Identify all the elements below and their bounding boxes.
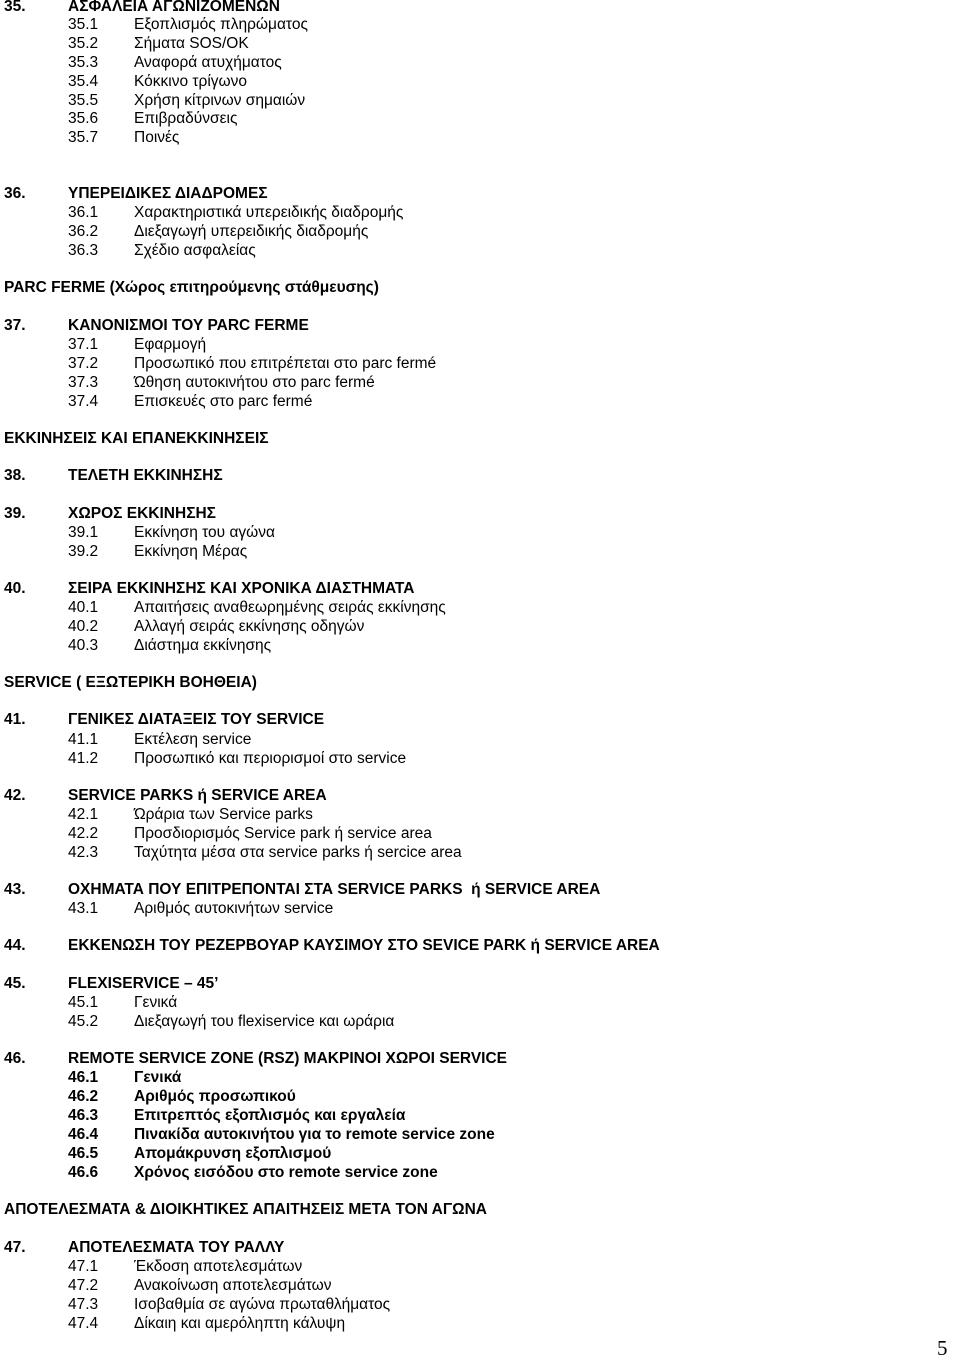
item-number: 43.1	[68, 900, 99, 917]
section-number: 39.	[4, 505, 26, 522]
list-item	[0, 241, 940, 260]
list-item	[0, 1144, 940, 1163]
list-item	[0, 222, 940, 241]
item-number: 35.4	[68, 73, 99, 90]
item-text: Ποινές	[134, 129, 180, 146]
part-heading-results	[0, 1200, 940, 1219]
item-number: 47.3	[68, 1296, 99, 1313]
section-number: 43.	[4, 881, 26, 898]
item-number: 37.1	[68, 336, 99, 353]
part-heading-text: PARC FERME (Χώρος επιτηρούμενης στάθμευσης)	[4, 279, 379, 296]
item-number: 47.1	[68, 1258, 99, 1275]
list-item	[0, 1163, 940, 1182]
section-title: ΑΣΦΑΛΕΙΑ ΑΓΩΝΙΖΟΜΕΝΩΝ	[68, 0, 280, 15]
item-text: Εφαρμογή	[134, 336, 207, 353]
section-number: 40.	[4, 580, 26, 597]
item-number: 46.5	[68, 1145, 99, 1162]
item-text: Γενικά	[134, 994, 178, 1011]
section-42-heading	[0, 786, 940, 805]
item-text: Προσωπικό και περιορισμοί στο service	[134, 750, 407, 767]
item-number: 40.1	[68, 599, 99, 616]
item-text: Εκκίνηση του αγώνα	[134, 524, 275, 541]
item-text: Δίκαιη και αμερόληπτη κάλυψη	[134, 1315, 346, 1332]
section-35-heading	[0, 0, 940, 16]
list-item	[0, 1257, 940, 1276]
list-item	[0, 824, 940, 843]
part-heading-text: ΑΠΟΤΕΛΕΣΜΑΤΑ & ΔΙΟΙΚΗΤΙΚΕΣ ΑΠΑΙΤΗΣΕΙΣ ΜΕΤΑ ΤΟΝ ΑΓΩΝΑ	[4, 1201, 487, 1218]
item-number: 39.1	[68, 524, 99, 541]
list-item	[0, 91, 940, 110]
section-47-heading	[0, 1238, 940, 1257]
list-item	[0, 1087, 940, 1106]
item-text: Ταχύτητα μέσα στα service parks ή sercice area	[134, 844, 462, 861]
part-heading-parc-ferme	[0, 278, 940, 297]
list-item	[0, 1276, 940, 1295]
item-text: Ώράρια των Service parks	[134, 806, 313, 823]
section-title: ΤΕΛΕΤΗ ΕΚΚΙΝΗΣΗΣ	[68, 467, 223, 484]
section-number: 36.	[4, 185, 26, 202]
section-37-heading	[0, 316, 940, 335]
list-item	[0, 203, 940, 222]
list-item	[0, 1125, 940, 1144]
page-number: 5	[937, 1336, 948, 1360]
item-text: Επιβραδύνσεις	[134, 110, 238, 127]
item-number: 35.7	[68, 129, 99, 146]
item-number: 47.4	[68, 1315, 99, 1332]
section-43-heading	[0, 880, 940, 899]
list-item	[0, 1068, 940, 1087]
item-text: Πινακίδα αυτοκινήτου για το remote service zone	[134, 1126, 495, 1143]
item-text: Ανακοίνωση αποτελεσμάτων	[134, 1277, 332, 1294]
list-item	[0, 354, 940, 373]
part-heading-starts	[0, 429, 940, 448]
section-number: 42.	[4, 787, 26, 804]
item-number: 41.1	[68, 731, 99, 748]
section-39-heading	[0, 504, 940, 523]
item-text: Χρόνος εισόδου στο remote service zone	[134, 1164, 438, 1181]
item-number: 46.6	[68, 1164, 99, 1181]
item-text: Εκκίνηση Μέρας	[134, 543, 248, 560]
item-number: 35.2	[68, 35, 99, 52]
list-item	[0, 392, 940, 411]
item-text: Προσδιορισμός Service park ή service area	[134, 825, 432, 842]
item-text: Αριθμός αυτοκινήτων service	[134, 900, 334, 917]
item-text: Εκτέλεση service	[134, 731, 252, 748]
part-heading-service	[0, 673, 940, 692]
item-text: Προσωπικό που επιτρέπεται στο parc fermé	[134, 355, 437, 372]
list-item	[0, 1314, 940, 1333]
list-item	[0, 749, 940, 768]
list-item	[0, 617, 940, 636]
item-text: Γενικά	[134, 1069, 182, 1086]
list-item	[0, 72, 940, 91]
item-number: 47.2	[68, 1277, 99, 1294]
section-number: 38.	[4, 467, 26, 484]
list-item	[0, 805, 940, 824]
section-number: 41.	[4, 711, 26, 728]
item-number: 42.1	[68, 806, 99, 823]
section-number: 45.	[4, 975, 26, 992]
section-title: ΥΠΕΡΕΙΔΙΚΕΣ ΔΙΑΔΡΟΜΕΣ	[68, 185, 268, 202]
item-number: 37.4	[68, 393, 99, 410]
section-title: SERVICE PARKS ή SERVICE AREA	[68, 787, 327, 804]
item-text: Αναφορά ατυχήματος	[134, 54, 282, 71]
section-title: ΕΚΚΕΝΩΣΗ ΤΟΥ ΡΕΖΕΡΒΟΥΑΡ ΚΑΥΣΙΜΟΥ ΣΤΟ SEVICE PARK ή SERVICE AREA	[68, 937, 660, 954]
list-item	[0, 1012, 940, 1031]
list-item	[0, 373, 940, 392]
section-40-heading	[0, 579, 940, 598]
section-title: ΣΕΙΡΑ ΕΚΚΙΝΗΣΗΣ ΚΑΙ ΧΡΟΝΙΚΑ ΔΙΑΣΤΗΜΑΤΑ	[68, 580, 415, 597]
item-text: Σήματα SOS/OK	[134, 35, 249, 52]
item-number: 35.5	[68, 92, 99, 109]
item-number: 46.3	[68, 1107, 99, 1124]
section-number: 47.	[4, 1239, 26, 1256]
item-number: 45.1	[68, 994, 99, 1011]
item-number: 46.4	[68, 1126, 99, 1143]
list-item	[0, 843, 940, 862]
item-text: Έκδοση αποτελεσμάτων	[134, 1258, 303, 1275]
list-item	[0, 34, 940, 53]
list-item	[0, 1106, 940, 1125]
list-item	[0, 542, 940, 561]
section-title: ΟΧΗΜΑΤΑ ΠΟΥ ΕΠΙΤΡΕΠΟΝΤΑΙ ΣΤΑ SERVICE PARKS ή SERVICE AREA	[68, 881, 601, 898]
section-title: REMOTE SERVICE ZONE (RSZ) ΜΑΚΡΙΝΟΙ ΧΩΡΟΙ SERVICE	[68, 1050, 508, 1067]
item-text: Χαρακτηριστικά υπερειδικής διαδρομής	[134, 204, 404, 221]
section-41-heading	[0, 710, 940, 729]
item-text: Επισκευές στο parc fermé	[134, 393, 313, 410]
item-number: 46.1	[68, 1069, 99, 1086]
item-text: Ώθηση αυτοκινήτου στο parc fermé	[134, 374, 375, 391]
item-text: Απαιτήσεις αναθεωρημένης σειράς εκκίνησης	[134, 599, 446, 616]
item-text: Αριθμός προσωπικού	[134, 1088, 296, 1105]
item-text: Αλλαγή σειράς εκκίνησης οδηγών	[134, 618, 365, 635]
section-45-heading	[0, 974, 940, 993]
item-text: Σχέδιο ασφαλείας	[134, 242, 256, 259]
item-number: 46.2	[68, 1088, 99, 1105]
list-item	[0, 598, 940, 617]
section-title: ΓΕΝΙΚΕΣ ΔΙΑΤΑΞΕΙΣ ΤΟΥ SERVICE	[68, 711, 325, 728]
item-number: 36.1	[68, 204, 99, 221]
list-item	[0, 1295, 940, 1314]
section-number: 37.	[4, 317, 26, 334]
item-number: 40.3	[68, 637, 99, 654]
section-title: ΧΩΡΟΣ ΕΚΚΙΝΗΣΗΣ	[68, 505, 216, 522]
section-title: FLEXISERVICE – 45’	[68, 975, 219, 992]
list-item	[0, 993, 940, 1012]
list-item	[0, 53, 940, 72]
part-heading-text: ΕΚΚΙΝΗΣΕΙΣ ΚΑΙ ΕΠΑΝΕΚΚΙΝΗΣΕΙΣ	[4, 430, 269, 447]
item-number: 40.2	[68, 618, 99, 635]
item-number: 41.2	[68, 750, 99, 767]
item-text: Εξοπλισμός πληρώματος	[134, 16, 308, 33]
section-38-heading	[0, 466, 940, 485]
section-number: 35.	[4, 0, 26, 15]
section-46-heading	[0, 1049, 940, 1068]
part-heading-text: SERVICE ( ΕΞΩΤΕΡΙΚΗ ΒΟΗΘΕΙΑ)	[4, 674, 257, 691]
list-item	[0, 636, 940, 655]
item-number: 45.2	[68, 1013, 99, 1030]
section-title: ΚΑΝΟΝΙΣΜΟΙ ΤΟΥ PARC FERME	[68, 317, 309, 334]
list-item	[0, 523, 940, 542]
item-text: Απομάκρυνση εξοπλισμού	[134, 1145, 332, 1162]
item-number: 36.2	[68, 223, 99, 240]
section-number: 44.	[4, 937, 26, 954]
item-number: 42.3	[68, 844, 99, 861]
item-text: Διάστημα εκκίνησης	[134, 637, 272, 654]
item-text: Χρήση κίτρινων σημαιών	[134, 92, 306, 109]
item-number: 39.2	[68, 543, 99, 560]
item-text: Διεξαγωγή του flexiservice και ωράρια	[134, 1013, 395, 1030]
list-item	[0, 730, 940, 749]
item-number: 35.1	[68, 16, 99, 33]
item-number: 37.3	[68, 374, 99, 391]
item-text: Κόκκινο τρίγωνο	[134, 73, 247, 90]
item-number: 36.3	[68, 242, 99, 259]
section-title: ΑΠΟΤΕΛΕΣΜΑΤΑ ΤΟΥ ΡΑΛΛΥ	[68, 1239, 285, 1256]
item-number: 35.3	[68, 54, 99, 71]
item-number: 35.6	[68, 110, 99, 127]
item-text: Επιτρεπτός εξοπλισμός και εργαλεία	[134, 1107, 406, 1124]
section-number: 46.	[4, 1050, 26, 1067]
list-item	[0, 128, 940, 147]
list-item	[0, 335, 940, 354]
section-44-heading	[0, 936, 940, 955]
list-item	[0, 899, 940, 918]
item-number: 37.2	[68, 355, 99, 372]
item-text: Διεξαγωγή υπερειδικής διαδρομής	[134, 223, 369, 240]
list-item	[0, 109, 940, 128]
item-text: Ισοβαθμία σε αγώνα πρωταθλήματος	[134, 1296, 391, 1313]
section-36-heading	[0, 184, 940, 203]
item-number: 42.2	[68, 825, 99, 842]
list-item	[0, 15, 940, 34]
